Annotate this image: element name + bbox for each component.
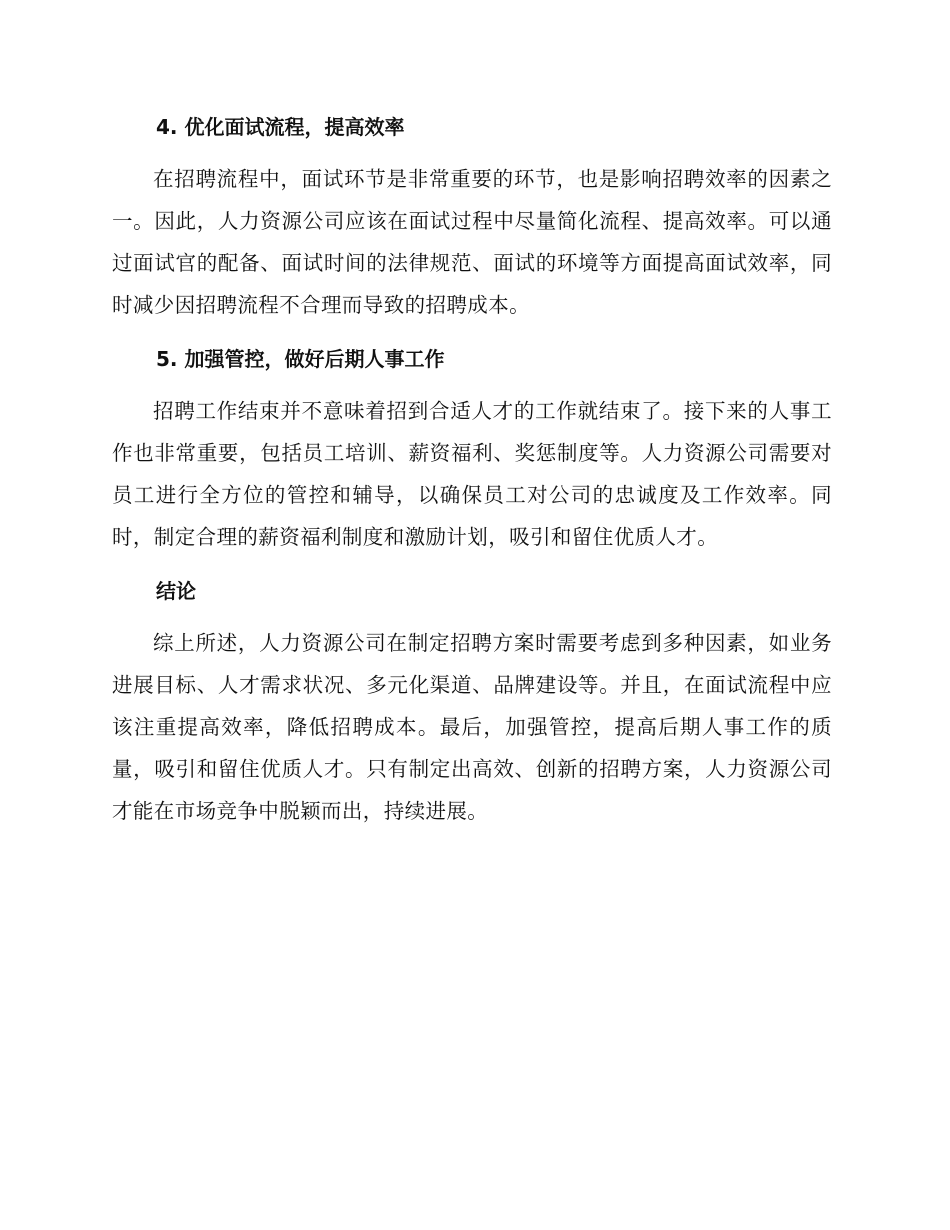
section-paragraph-management: 招聘工作结束并不意味着招到合适人才的工作就结束了。接下来的人事工作也非常重要，包括员工培训、薪资福利、奖惩制度等。人力资源公司需要对员工进行全方位的管控和辅导，以确保员工对公司的忠诚度及工作效率。同时，制定合理的薪资福利制度和激励计划，吸引和留住优质人才。 <box>112 399 832 549</box>
section-paragraph-conclusion: 综上所述，人力资源公司在制定招聘方案时需要考虑到多种因素，如业务进展目标、人才需求状况、多元化渠道、品牌建设等。并且，在面试流程中应该注重提高效率，降低招聘成本。最后，加强管控，提高后期人事工作的质量，吸引和留住优质人才。只有制定出高效、创新的招聘方案，人力资源公司才能在市场竞争中脱颖而出，持续进展。 <box>112 631 832 823</box>
section-heading-conclusion: 结论 <box>156 579 196 603</box>
document-body <box>112 110 832 848</box>
section-heading-interview: 4. 优化面试流程，提高效率 <box>156 115 405 139</box>
section-heading-management: 5. 加强管控，做好后期人事工作 <box>156 347 445 371</box>
section-paragraph-interview: 在招聘流程中，面试环节是非常重要的环节，也是影响招聘效率的因素之一。因此，人力资源公司应该在面试过程中尽量简化流程、提高效率。可以通过面试官的配备、面试时间的法律规范、面试的环境等方面提高面试效率，同时减少因招聘流程不合理而导致的招聘成本。 <box>112 167 832 317</box>
